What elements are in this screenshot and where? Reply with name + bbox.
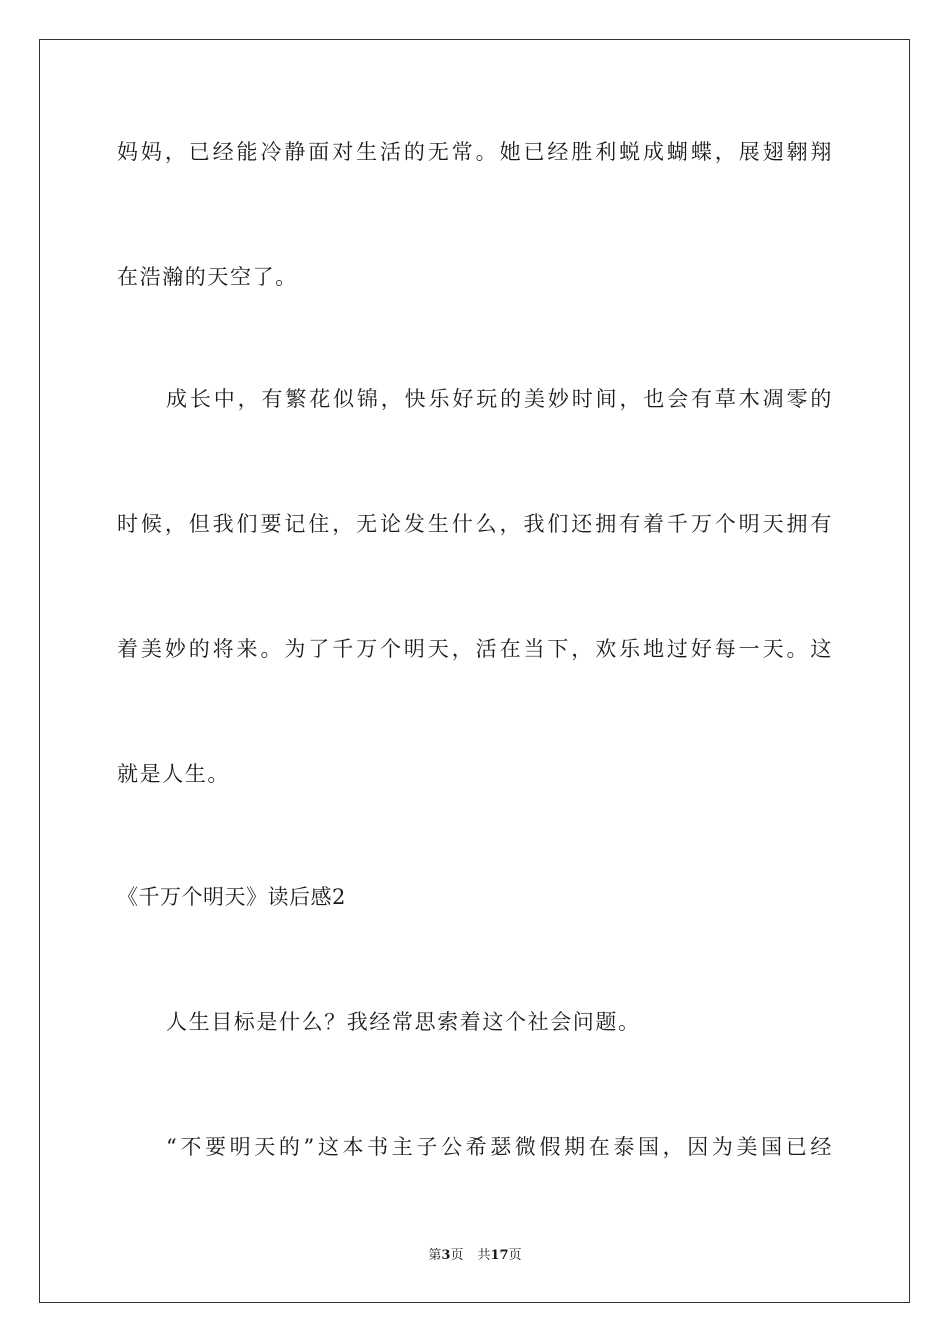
page-footer [0,1247,950,1265]
body-line-4: 时候，但我们要记住，无论发生什么，我们还拥有着千万个明天拥有 [117,512,833,536]
body-line-2: 在浩瀚的天空了。 [117,265,298,289]
footer-page-suffix: 页 [450,1248,464,1263]
footer-total-prefix: 共 [477,1248,491,1263]
footer-total-pages: 17 [490,1248,509,1263]
body-line-6: 就是人生。 [117,762,230,786]
body-line-7: 人生目标是什么？我经常思索着这个社会问题。 [166,1010,641,1034]
body-line-8: “不要明天的”这本书主子公希瑟微假期在泰国，因为美国已经 [166,1135,833,1159]
body-line-3: 成长中，有繁花似锦，快乐好玩的美妙时间，也会有草木凋零的 [166,387,833,411]
body-line-1: 妈妈，已经能冷静面对生活的无常。她已经胜利蜕成蝴蝶，展翅翱翔 [117,140,833,164]
body-line-5: 着美妙的将来。为了千万个明天，活在当下，欢乐地过好每一天。这 [117,637,833,661]
footer-page-prefix: 第 [428,1248,442,1263]
section-heading: 《千万个明天》读后感2 [117,885,346,909]
page-border [39,39,910,1303]
footer-page-number: 3 [441,1248,451,1263]
footer-total-suffix: 页 [508,1248,522,1263]
